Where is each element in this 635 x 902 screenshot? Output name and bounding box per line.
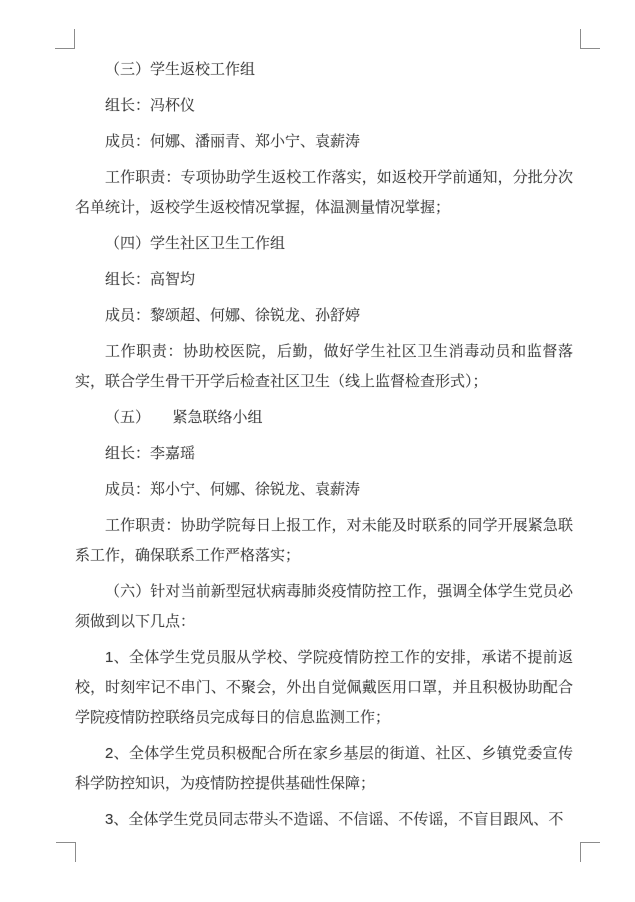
group-members-line: 成员：郑小宁、何娜、徐锐龙、袁薪涛: [105, 481, 361, 498]
margin-crop-mark-bottom-left: [56, 842, 76, 862]
margin-crop-mark-bottom-right: [580, 842, 600, 862]
group-duties-paragraph: 工作职责：协助校医院，后勤，做好学生社区卫生消毒动员和监督落实，联合学生骨干开学后检查社区卫生（线上监督检查形式）；: [75, 343, 573, 390]
group-duties-paragraph: 工作职责：专项协助学生返校工作落实，如返校开学前通知，分批分次名单统计，返校学生返校情况掌握，体温测量情况掌握；: [75, 169, 573, 216]
section-heading-4: （四）学生社区卫生工作组: [105, 235, 286, 252]
group-leader-line: 组长：高智均: [105, 271, 196, 288]
numbered-item-2: 2、全体学生党员积极配合所在家乡基层的街道、社区、乡镇党委宣传科学防控知识，为疫情防控提供基础性保障；: [75, 745, 573, 792]
numbered-item-3: 3、全体学生党员同志带头不造谣、不信谣、不传谣，不盲目跟风、不: [105, 811, 564, 828]
section-heading-5: （五） 紧急联络小组: [105, 409, 263, 426]
margin-crop-mark-top-left: [55, 29, 75, 49]
section-heading-3: （三）学生返校工作组: [105, 61, 256, 78]
group-leader-line: 组长：李嘉瑶: [105, 445, 196, 462]
margin-crop-mark-top-right: [580, 29, 600, 49]
numbered-item-1: 1、全体学生党员服从学校、学院疫情防控工作的安排，承诺不提前返校，时刻牢记不串门、不聚会，外出自觉佩戴医用口罩，并且积极协助配合学院疫情防控联络员完成每日的信息监测工作；: [75, 649, 573, 726]
group-leader-line: 组长：冯杯仪: [105, 97, 196, 114]
section-heading-6: （六）针对当前新型冠状病毒肺炎疫情防控工作，强调全体学生党员必须做到以下几点：: [75, 583, 573, 630]
document-body-text: [75, 48, 573, 841]
group-members-line: 成员：黎颂超、何娜、徐锐龙、孙舒婷: [105, 307, 361, 324]
group-members-line: 成员：何娜、潘丽青、郑小宁、袁薪涛: [105, 133, 361, 150]
group-duties-paragraph: 工作职责：协助学院每日上报工作，对未能及时联系的同学开展紧急联系工作，确保联系工作严格落实；: [75, 517, 573, 564]
